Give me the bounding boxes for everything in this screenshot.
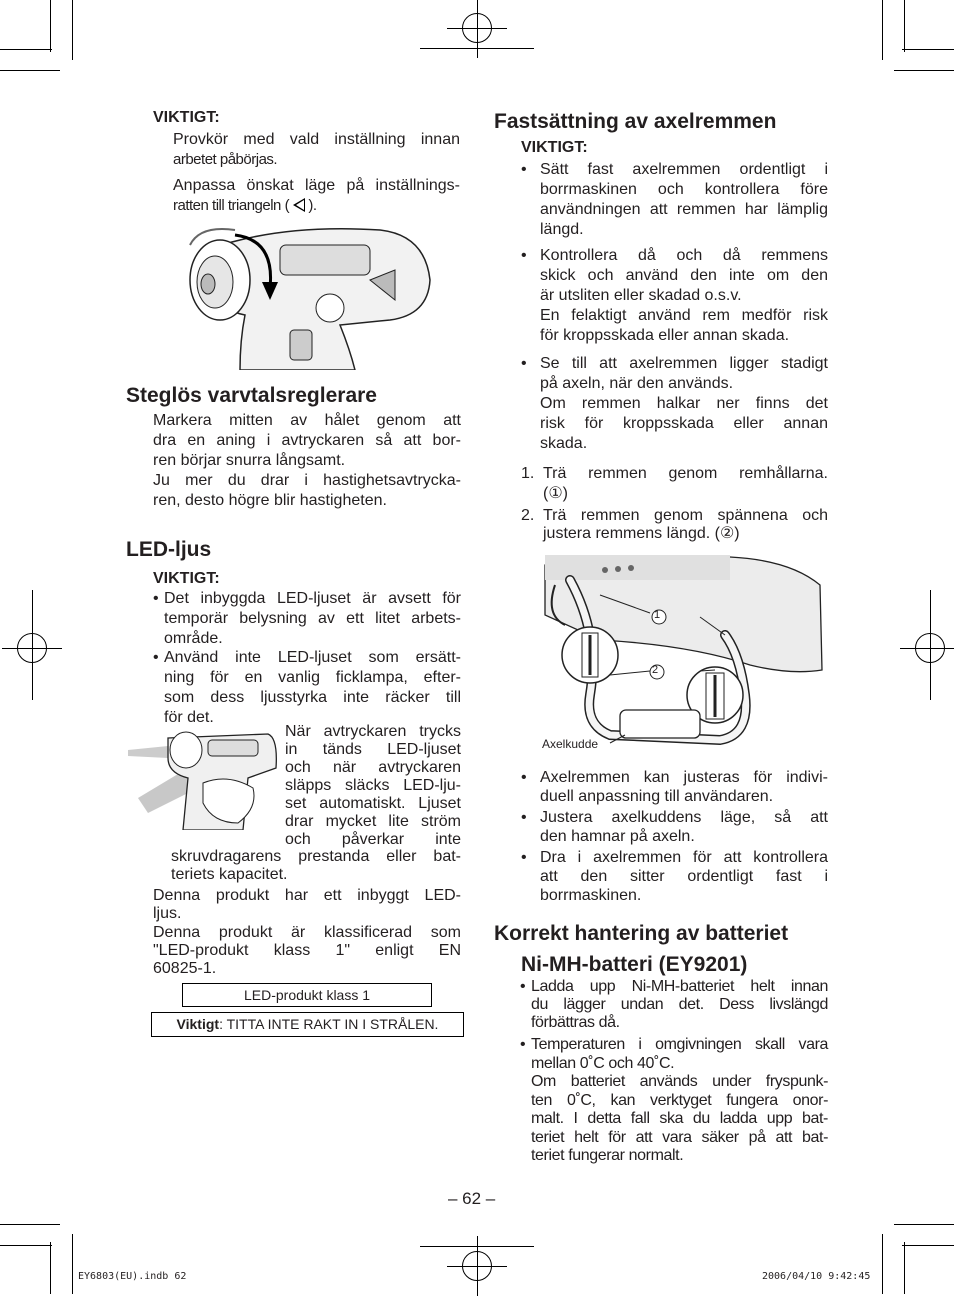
led-class-label-box: LED-produkt klass 1 bbox=[182, 983, 432, 1007]
text-line: teriets kapacitet. bbox=[171, 866, 288, 883]
list-item bbox=[521, 354, 828, 454]
warning-label-bold: Viktigt bbox=[176, 1016, 220, 1032]
text-line: som dess ljusstyrka inte räcker till bbox=[164, 689, 461, 706]
text-line: skruvdragarens prestanda eller bat- bbox=[171, 848, 461, 865]
text-line: för kroppsskada eller annan skada. bbox=[540, 327, 790, 344]
shoulder-strap-illustration bbox=[540, 555, 825, 755]
bullet: • bbox=[521, 161, 527, 178]
crop-mark bbox=[894, 1224, 954, 1225]
figure-label-axelkudde: Axelkudde bbox=[542, 737, 599, 751]
footer-file-info: EY6803(EU).indb 62 bbox=[78, 1271, 187, 1282]
led-cont-text bbox=[171, 848, 461, 884]
crop-mark bbox=[32, 590, 33, 700]
list-item bbox=[520, 978, 828, 1038]
text-line: ljus. bbox=[153, 905, 182, 922]
figure-label-2: 2 bbox=[652, 664, 659, 676]
bullet: • bbox=[520, 1036, 526, 1053]
registration-mark-bottom bbox=[447, 1236, 507, 1296]
crop-mark bbox=[902, 1245, 954, 1246]
text-line: borrmaskinen och kontrollera före bbox=[540, 181, 828, 198]
step-item bbox=[521, 464, 828, 504]
text-line: Trä remmen genom spännena och bbox=[543, 507, 828, 524]
viktigt-label: VIKTIGT: bbox=[521, 139, 588, 156]
text-line: Ladda upp Ni-MH-batteriet helt innan bbox=[531, 978, 828, 995]
text-line: Om remmen halkar ner finns det bbox=[540, 395, 828, 412]
text-line: släpps släcks LED-lju- bbox=[285, 777, 461, 794]
text-line: på axeln, när den används. bbox=[540, 375, 734, 392]
text-line: Temperaturen i omgivningen skall vara bbox=[531, 1036, 828, 1053]
text-line: När avtryckaren trycks bbox=[285, 723, 461, 740]
text-line: Axelremmen kan justeras för indivi- bbox=[540, 769, 828, 786]
section-heading-fastsattning: Fastsättning av axelremmen bbox=[494, 110, 777, 133]
list-item bbox=[520, 1036, 828, 1166]
text-part: ratten till triangeln ( bbox=[173, 197, 290, 214]
text-line: Denna produkt är klassificerad som bbox=[153, 924, 461, 941]
list-item bbox=[521, 160, 828, 240]
viktigt-text: Anpassa önskat läge på inställnings- bbox=[173, 177, 460, 194]
crop-mark bbox=[882, 1234, 883, 1294]
bullet: • bbox=[153, 649, 159, 666]
viktigt-text: arbetet påbörjas. bbox=[173, 151, 278, 168]
text-line: teriet helt för att vara säker på att bat- bbox=[531, 1128, 828, 1146]
text-line: Sätt fast axelremmen ordentligt i bbox=[540, 161, 828, 178]
text-line: förbättras då. bbox=[531, 1014, 620, 1031]
led-class-text bbox=[153, 924, 461, 978]
text-line: Kontrollera då och då remmens bbox=[540, 247, 828, 264]
text-line: Om batteriet används under fryspunk- bbox=[531, 1073, 828, 1090]
text-line: är utsliten eller skadad o.s.v. bbox=[540, 287, 742, 304]
text-line: användningen att remmen har lämplig bbox=[540, 201, 828, 218]
text-line: Dra i axelremmen för att kontrollera bbox=[540, 849, 828, 866]
text-line: ren börjar snurra långsamt. bbox=[153, 452, 346, 469]
text-line: Ju mer du drar i hastighetsavtrycka- bbox=[153, 472, 461, 489]
crop-mark bbox=[894, 70, 954, 71]
text-line: och när avtryckaren bbox=[285, 759, 461, 776]
text-line: mellan 0˚C och 40˚C. bbox=[531, 1054, 675, 1072]
text-line: ning för en vanlig ficklampa, efter- bbox=[164, 669, 461, 686]
text-line: justera remmens längd. (②) bbox=[543, 525, 740, 542]
text-part: ). bbox=[308, 197, 317, 214]
triangle-icon bbox=[293, 198, 305, 212]
crop-mark bbox=[882, 0, 883, 60]
text-line: drar mycket lite ström bbox=[285, 813, 461, 830]
section-heading-steglos: Steglös varvtalsreglerare bbox=[126, 384, 377, 407]
section-heading-led: LED-ljus bbox=[126, 538, 212, 561]
text-line: Denna produkt har ett inbyggt LED- bbox=[153, 887, 461, 904]
text-line: En felaktigt använd rem medför risk bbox=[540, 307, 828, 324]
crop-mark bbox=[904, 0, 905, 52]
viktigt-text bbox=[173, 196, 317, 216]
led-drill-illustration bbox=[128, 728, 280, 830]
step-number: 1. bbox=[521, 465, 535, 482]
viktigt-text: Provkör med vald inställning innan bbox=[173, 131, 460, 148]
registration-mark-right bbox=[900, 618, 954, 678]
warning-label-box bbox=[151, 1012, 464, 1037]
list-item bbox=[521, 808, 828, 848]
viktigt-label: VIKTIGT: bbox=[153, 570, 220, 587]
registration-mark-top bbox=[447, 0, 507, 58]
text-line: teriet fungerar normalt. bbox=[531, 1147, 684, 1164]
text-line: skick och använd den inte om den bbox=[540, 267, 828, 284]
text-line: "LED-produkt klass 1" enligt EN bbox=[153, 942, 461, 959]
list-item bbox=[153, 648, 461, 728]
section-subheading-batteri: Ni-MH-batteri (EY9201) bbox=[521, 953, 748, 976]
text-line: och påverkar inte bbox=[285, 831, 461, 848]
text-line: set automatiskt. Ljuset bbox=[285, 795, 461, 812]
viktigt-label: VIKTIGT: bbox=[153, 109, 220, 126]
steglos-text bbox=[153, 411, 461, 511]
text-line: skada. bbox=[540, 435, 588, 452]
figure-label-1: 1 bbox=[654, 609, 661, 621]
crop-mark bbox=[72, 0, 73, 60]
footer-timestamp: 2006/04/10 9:42:45 bbox=[762, 1271, 871, 1282]
crop-mark bbox=[930, 590, 931, 700]
list-item bbox=[521, 246, 828, 346]
bullet: • bbox=[521, 809, 527, 826]
text-line: att den sitter ordentligt fast i bbox=[540, 868, 828, 885]
text-line: Det inbyggda LED-ljuset är avsett för bbox=[164, 590, 461, 607]
section-heading-batteri: Korrekt hantering av batteriet bbox=[494, 922, 789, 945]
bullet: • bbox=[521, 849, 527, 866]
text-line: ren, desto högre blir hastigheten. bbox=[153, 492, 387, 509]
text-line: dra en aning i avtryckaren så att bor- bbox=[153, 432, 461, 449]
text-line: duell anpassning till användaren. bbox=[540, 788, 774, 805]
drill-setting-illustration bbox=[180, 220, 440, 370]
text-line: Justera axelkuddens läge, så att bbox=[540, 809, 828, 826]
bullet: • bbox=[520, 978, 526, 995]
text-line: du lägger undan det. Dess livslängd bbox=[531, 996, 828, 1013]
crop-mark bbox=[902, 49, 954, 50]
crop-mark bbox=[0, 49, 52, 50]
list-item bbox=[521, 848, 828, 908]
bullet: • bbox=[521, 247, 527, 264]
text-line: (①) bbox=[543, 485, 568, 502]
led-side-text bbox=[285, 723, 461, 849]
bullet: • bbox=[521, 355, 527, 372]
text-line: den hamnar på axeln. bbox=[540, 828, 695, 845]
list-item bbox=[521, 768, 828, 808]
text-line: in tänds LED-ljuset bbox=[285, 741, 461, 758]
text-line: längd. bbox=[540, 221, 584, 238]
text-line: för det. bbox=[164, 709, 214, 726]
text-line: Trä remmen genom remhållarna. bbox=[543, 465, 828, 482]
text-line: borrmaskinen. bbox=[540, 887, 642, 904]
list-item bbox=[153, 589, 461, 649]
text-line: ten 0˚C, kan verktyget fungera onor- bbox=[531, 1091, 828, 1109]
crop-mark bbox=[0, 1245, 52, 1246]
text-line: temporär belysning av ett litet arbets- bbox=[164, 610, 461, 627]
crop-mark bbox=[0, 70, 60, 71]
text-line: Använd inte LED-ljuset som ersätt- bbox=[164, 649, 461, 666]
text-line: Markera mitten av hålet genom att bbox=[153, 412, 461, 429]
crop-mark bbox=[72, 1234, 73, 1294]
text-line: risk för kroppsskada eller annan bbox=[540, 415, 828, 432]
crop-mark bbox=[904, 1242, 905, 1294]
page-number: – 62 – bbox=[448, 1189, 496, 1208]
crop-mark bbox=[50, 1242, 51, 1294]
bullet: • bbox=[153, 590, 159, 607]
step-number: 2. bbox=[521, 507, 535, 524]
crop-mark bbox=[50, 0, 51, 52]
text-line: område. bbox=[164, 630, 223, 647]
text-line: malt. I detta fall ska du ladda upp bat- bbox=[531, 1110, 828, 1127]
crop-mark bbox=[0, 1224, 60, 1225]
step-item bbox=[521, 507, 828, 547]
text-line: 60825-1. bbox=[153, 960, 217, 977]
warning-label-text: : TITTA INTE RAKT IN I STRÅLEN. bbox=[219, 1016, 439, 1032]
led-product-text bbox=[153, 887, 461, 923]
text-line: Se till att axelremmen ligger stadigt bbox=[540, 355, 828, 372]
bullet: • bbox=[521, 769, 527, 786]
